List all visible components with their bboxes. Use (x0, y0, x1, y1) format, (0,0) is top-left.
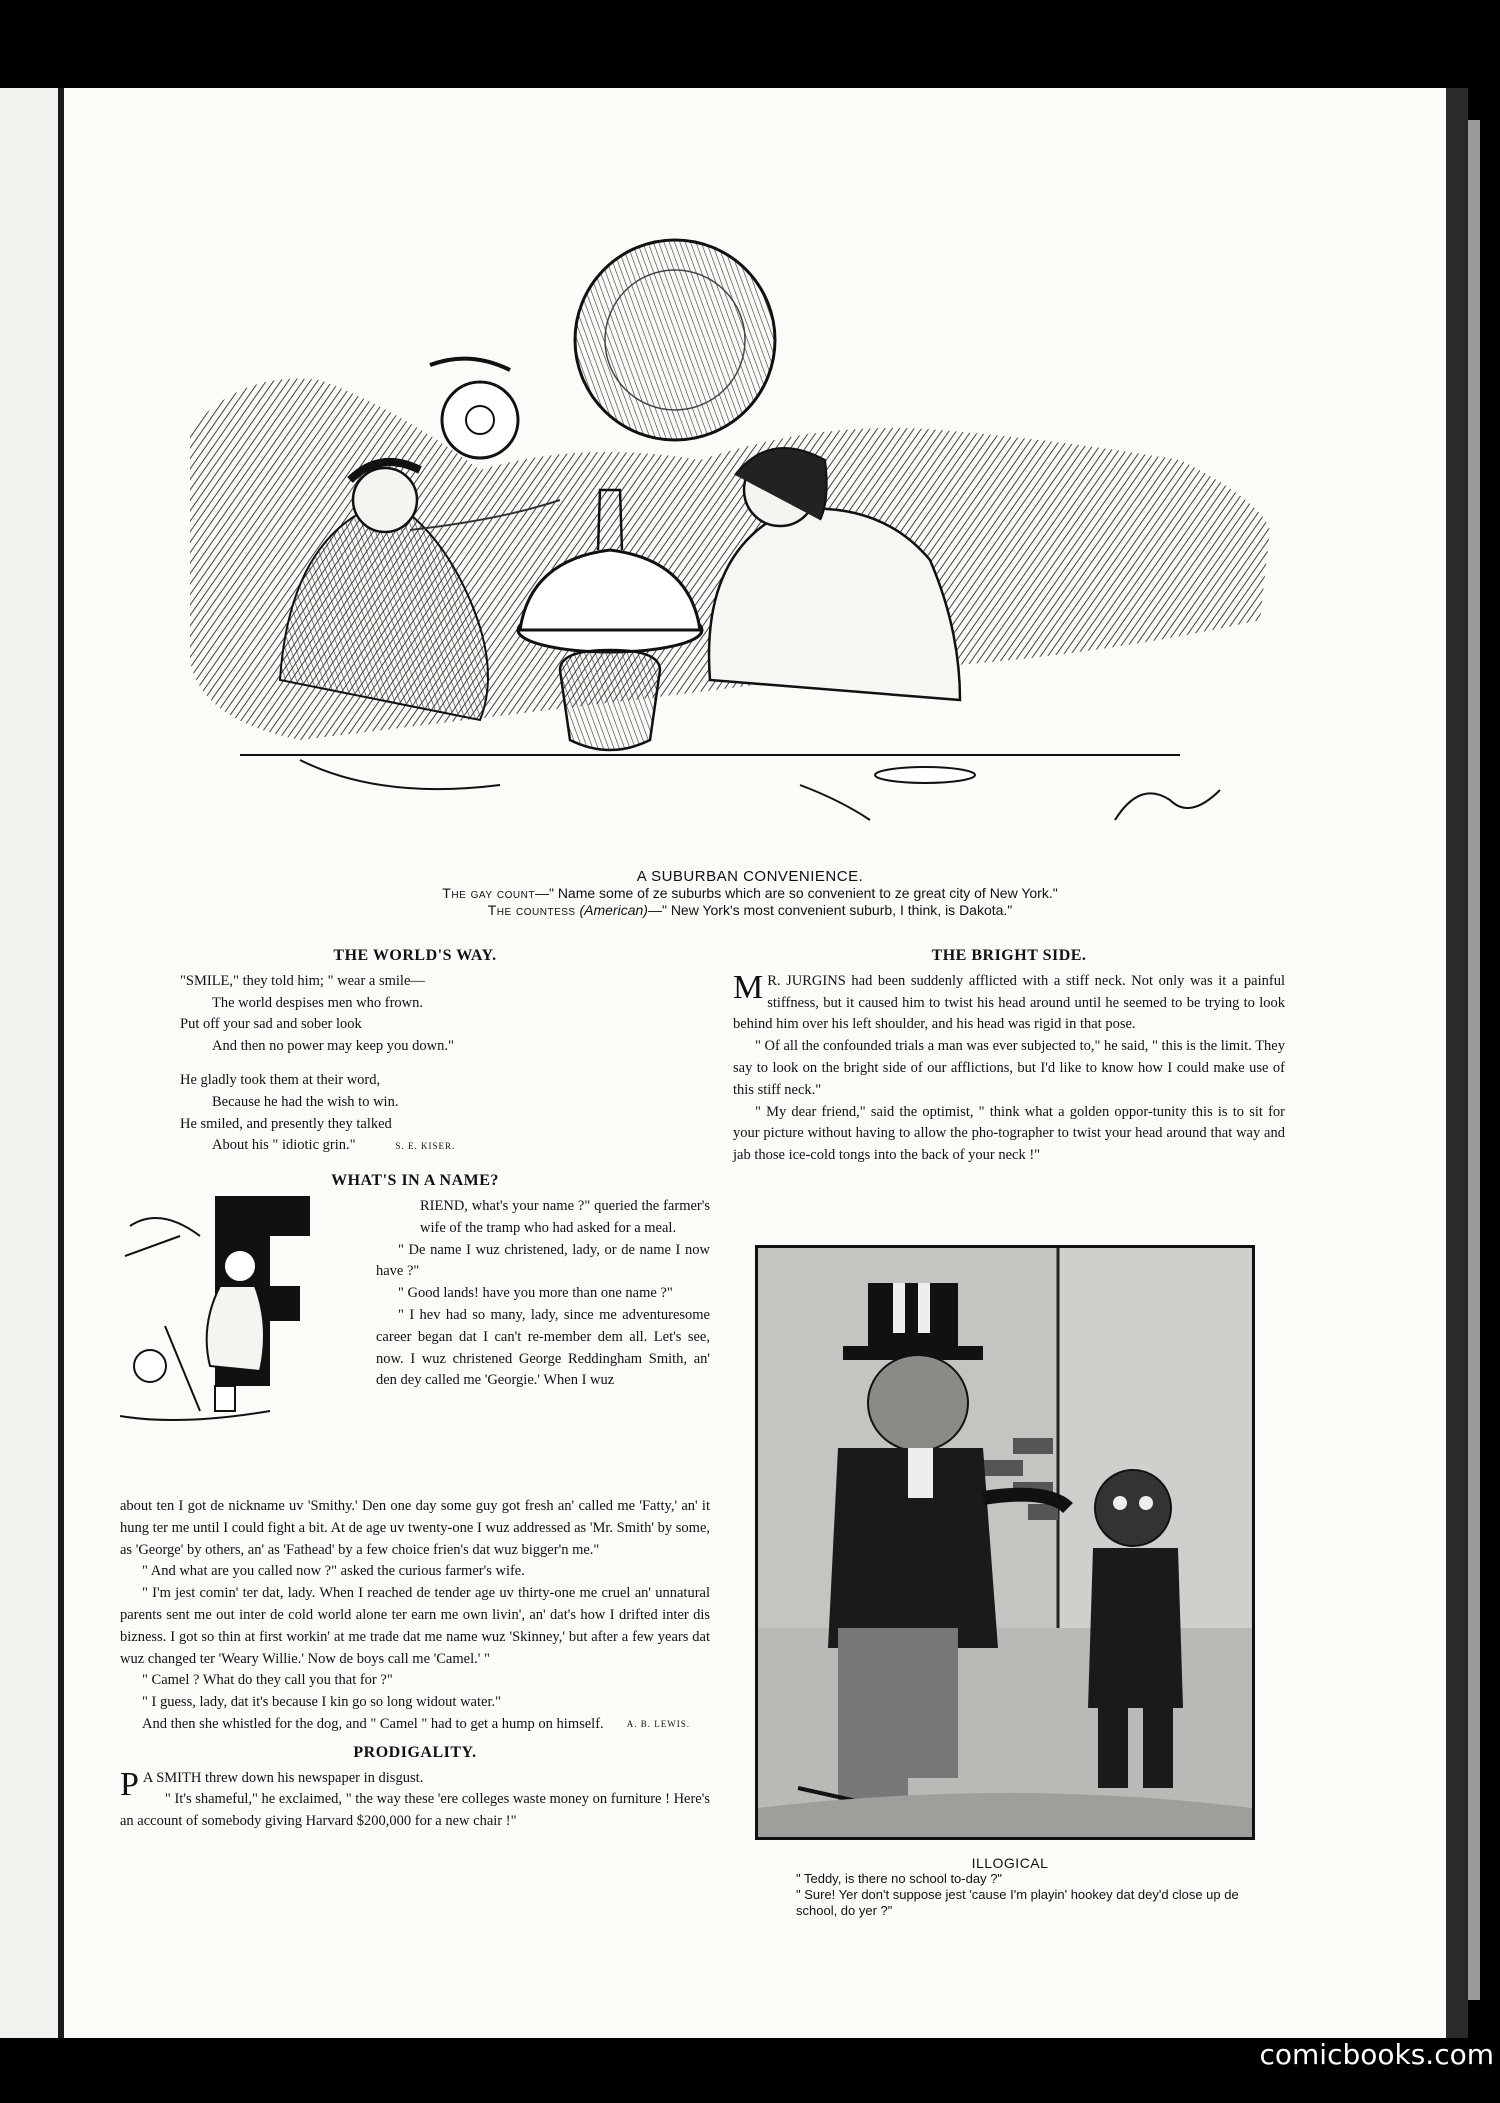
whats-in-a-name-heading: WHAT'S IN A NAME? (331, 1172, 499, 1190)
suburban-convenience-illustration (180, 200, 1280, 860)
worlds-way-poem (120, 971, 710, 1158)
paragraph: about ten I got de nickname uv 'Smithy.' Den one day some guy got fresh an' called me 'Fatty,' an' it hung ter me until I could fight a bit. At de age uv twenty-one I wuz addressed as 'Mr. Smith' by some, as 'George' by others, an' as 'Fathead' by a few choice frien's dat wuz bigger'n me." (120, 1497, 710, 1558)
illogical-caption-line1: " Teddy, is there no school to-day ?" (796, 1871, 1003, 1886)
poem-line: "SMILE," they told him; " wear a smile— (180, 972, 425, 989)
bright-side-dropcap: M (733, 968, 764, 1006)
top-caption-italic: (American) (579, 902, 648, 918)
left-column (120, 945, 710, 1833)
poem-line (180, 1135, 710, 1158)
poem-line: He gladly took them at their word, (180, 1071, 381, 1088)
top-caption-text1: —" Name some of ze suburbs which are so convenient to ze great city of New York." (534, 885, 1058, 901)
tramp-dropcap-illustration (120, 1196, 380, 1436)
top-caption-line2 (300, 902, 1200, 919)
prodigality-dropcap: P (120, 1765, 139, 1803)
paragraph: " De name I wuz christened, lady, or de name I now have ?" (376, 1241, 710, 1280)
whats-in-a-name-wrapped-text (376, 1196, 710, 1392)
prodigality-text: " It's shameful," he exclaimed, " the way these 'ere colleges waste money on furniture ! Here's an account of somebody giving Harvard $200,000 for a new chair !" (120, 1791, 710, 1830)
worlds-way-author: S. E. KISER. (395, 1141, 456, 1152)
paragraph: " My dear friend," said the optimist, " think what a golden oppor-tunity this is to sit for your picture without having to allow the pho-tographer to twist your head around that way and jab those ice-cold tongs into the back of your neck !" (733, 1103, 1285, 1164)
top-caption-text2: —" New York's most convenient suburb, I think, is Dakota." (647, 902, 1013, 918)
poem-last-line: About his " idiotic grin." (212, 1137, 356, 1154)
paragraph: " I hev had so many, lady, since me adventuresome career began dat I can't re-member dem all. Let's see, now. I wuz christened George Reddingham Smith, an' den dey called me 'Georgie.' When I wuz (376, 1306, 710, 1389)
illogical-illustration (758, 1248, 1252, 1837)
paragraph (733, 968, 1285, 1036)
site-watermark: comicbooks.com (1259, 2038, 1494, 2071)
bright-side-first-paragraph: R. JURGINS had been suddenly afflicted with a stiff neck. Not only was it a painful stiffness, but it caused him to twist his head around until he seemed to be trying to look behind him over his left shoulder, and his head was rigid in that pose. (733, 972, 1285, 1033)
paragraph: RIEND, what's your name ?" queried the farmer's wife of the tramp who had asked for a meal. (420, 1197, 710, 1236)
right-column (733, 945, 1285, 1167)
illogical-illustration-frame (755, 1245, 1255, 1840)
prodigality-first-line (120, 1765, 710, 1803)
bright-side-heading: THE BRIGHT SIDE. (931, 947, 1087, 964)
poem-line: Put off your sad and sober look (180, 1016, 362, 1033)
whats-in-a-name-author: A. B. LEWIS. (626, 1718, 690, 1729)
prodigality-first-line-text: A SMITH threw down his newspaper in disgust. (142, 1769, 424, 1786)
poem-line: Because he had the wish to win. (212, 1093, 399, 1110)
paragraph: " And what are you called now ?" asked the curious farmer's wife. (142, 1563, 525, 1580)
paragraph: " Good lands! have you more than one name ?" (398, 1285, 673, 1302)
scan-adjacent-page (0, 88, 58, 2038)
top-caption-speaker2: The countess (487, 902, 576, 918)
paragraph: " I guess, lady, dat it's because I kin go so long widout water." (142, 1694, 502, 1711)
illogical-caption-title: ILLOGICAL (971, 1855, 1049, 1871)
top-caption (300, 868, 1200, 919)
prodigality-heading: PRODIGALITY. (353, 1743, 477, 1761)
whats-in-a-name-opening (120, 1196, 710, 1496)
last-paragraph-text: And then she whistled for the dog, and " Camel " had to get a hump on himself. (142, 1715, 604, 1732)
page-stack-edge (1468, 120, 1480, 2000)
page-right-edge (1446, 88, 1468, 2038)
illogical-caption (750, 1855, 1270, 1919)
illogical-caption-line2: " Sure! Yer don't suppose jest 'cause I'm playin' hookey dat dey'd close up de school, do yer ?" (796, 1887, 1239, 1918)
paragraph: " Of all the confounded trials a man was ever subjected to," he said, " this is the limit. They say to look on the bright side of our afflictions, but I'd like to know how I could make use of this stiff neck." (733, 1038, 1285, 1098)
worlds-way-heading: THE WORLD'S WAY. (333, 947, 497, 964)
poem-line: And then no power may keep you down." (212, 1038, 454, 1055)
poem-line: He smiled, and presently they talked (180, 1115, 392, 1132)
top-caption-line1 (300, 885, 1200, 902)
paragraph: " Camel ? What do they call you that for ?" (142, 1672, 393, 1689)
paragraph (120, 1714, 710, 1736)
poem-line: The world despises men who frown. (212, 994, 424, 1011)
paragraph: " I'm jest comin' ter dat, lady. When I reached de tender age uv thirty-one me cruel an' unnatural parents sent me out inter de cold world alone ter earn me own livin', an' dat's how I drifted inter dis bizness. I got so thin at first workin' at me trade dat me name wuz 'Skinney,' but after a few years dat wuz changed ter 'Weary Willie.' Now de boys call me 'Camel.' " (120, 1585, 710, 1667)
top-caption-speaker1: The gay count (442, 885, 535, 901)
top-caption-title: A SUBURBAN CONVENIENCE. (636, 868, 864, 885)
